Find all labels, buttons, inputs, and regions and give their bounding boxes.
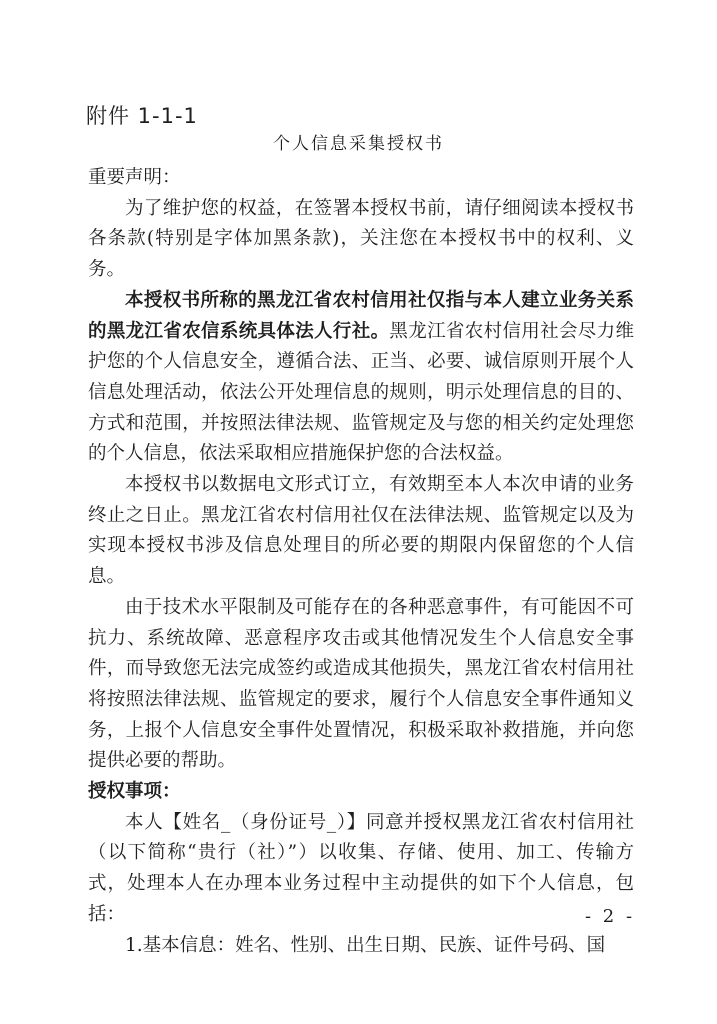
declaration-paragraph-3: 本授权书以数据电文形式订立，有效期至本人本次申请的业务终止之日止。黑龙江省农村信用社仅在法律法规、监管规定以及为实现本授权书涉及信息处理目的所必要的期限内保留您的个人信息。 bbox=[88, 474, 634, 588]
bold-clause: 本授权书所称的黑龙江省农村信用社仅指与本人建立业务关系的黑龙江省农信系统具体法人行社。 bbox=[88, 289, 634, 342]
declaration-heading: 重要声明： bbox=[88, 167, 181, 188]
document-title: 个人信息采集授权书 bbox=[273, 134, 444, 154]
attachment-label: 附件 1-1-1 bbox=[86, 104, 198, 128]
declaration-paragraph-4: 由于技术水平限制及可能存在的各种恶意事件，有可能因不可抗力、系统故障、恶意程序攻击或其他情况发生个人信息安全事件，而导致您无法完成签约或造成其他损失，黑龙江省农村信用社将按照法律法规、监管规定的要求，履行个人信息安全事件通知义务，上报个人信息安全事件处置情况，积极采取补救措施，并向您提供必要的帮助。 bbox=[88, 596, 634, 772]
document-body bbox=[88, 163, 634, 961]
authorization-heading: 授权事项： bbox=[88, 781, 181, 803]
paragraph-2-rest: 黑龙江省农村信用社会尽力维护您的个人信息安全，遵循合法、正当、必要、诚信原则开展个人信息处理活动，依法公开处理信息的规则，明示处理信息的目的、方式和范围，并按照法律法规、监管规定及与您的相关约定处理您的个人信息，依法采取相应措施保护您的合法权益。 bbox=[88, 320, 634, 465]
authorization-item-1: 1.基本信息：姓名、性别、出生日期、民族、证件号码、国 bbox=[125, 934, 606, 956]
declaration-paragraph-2 bbox=[88, 286, 634, 470]
authorization-paragraph-1: 本人【姓名_（身份证号_）】同意并授权黑龙江省农村信用社（以下简称“贵行（社）”）以收集、存储、使用、加工、传输方式，处理本人在办理本业务过程中主动提供的如下个人信息，包括： bbox=[88, 811, 634, 925]
declaration-paragraph-1: 为了维护您的权益，在签署本授权书前，请仔细阅读本授权书各条款(特别是字体加黑条款)，关注您在本授权书中的权利、义务。 bbox=[88, 197, 634, 281]
page-number: - 2 - bbox=[585, 906, 636, 927]
